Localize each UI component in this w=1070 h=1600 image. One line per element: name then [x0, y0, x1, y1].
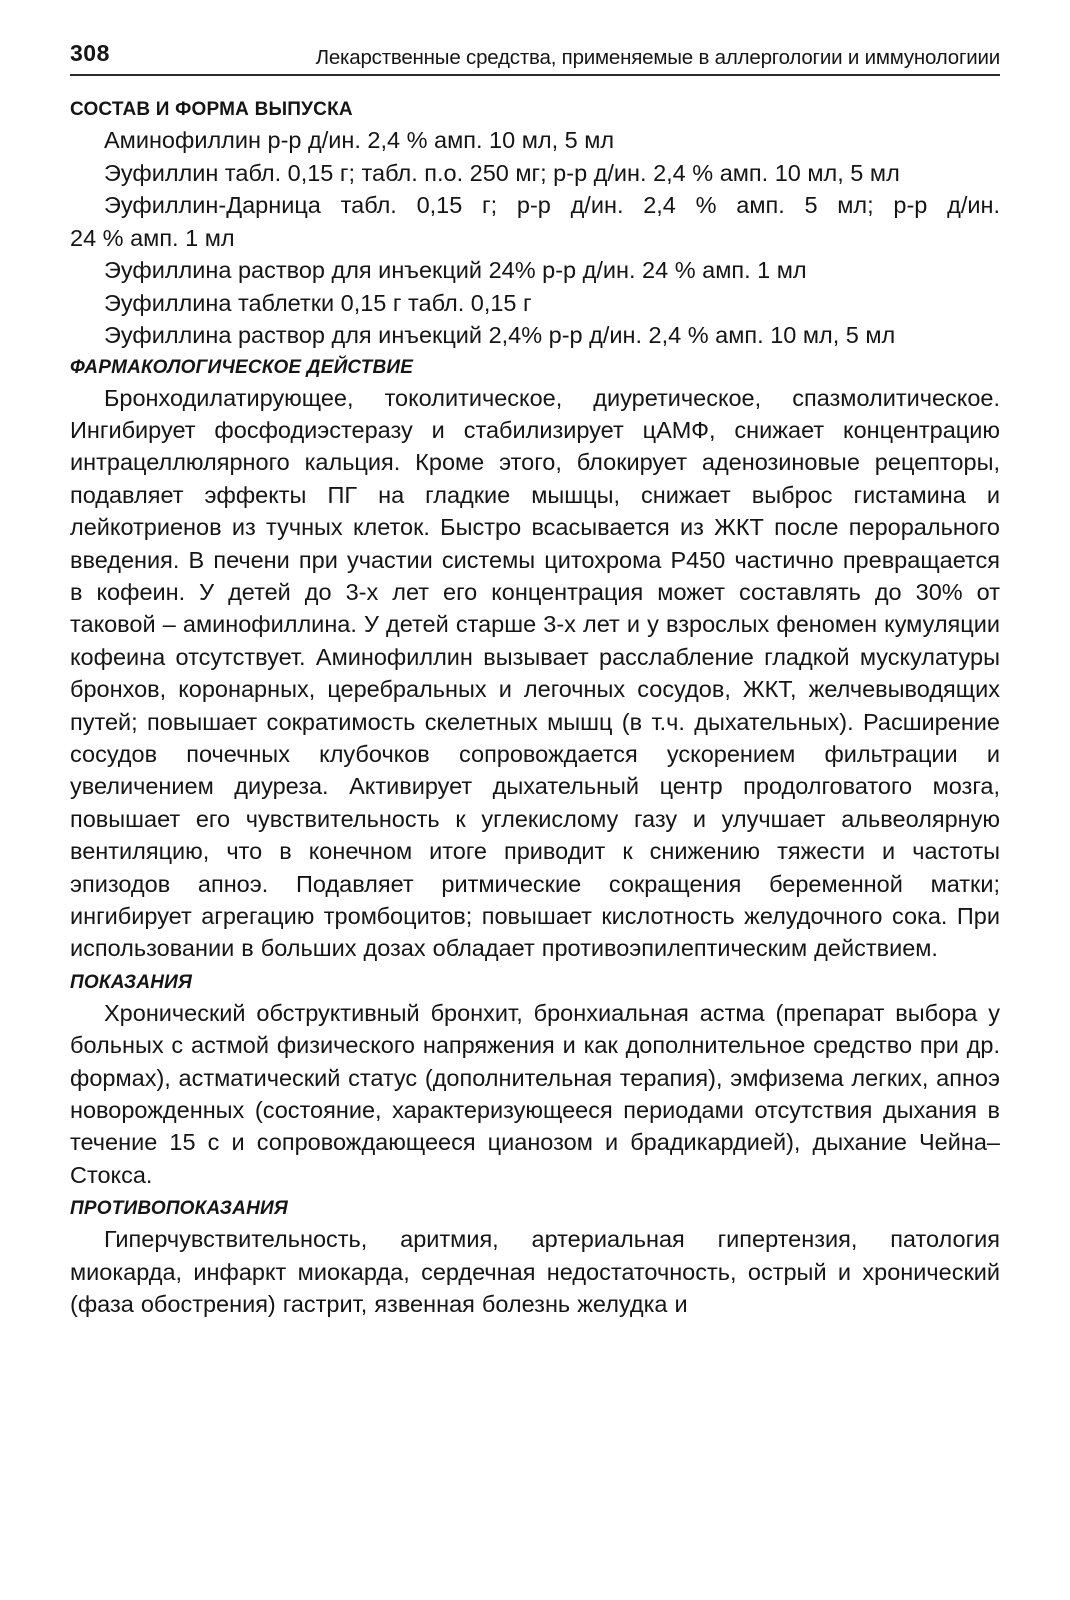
form-line: Эуфиллина раствор для инъекций 24% р-р д/ин. 24 % амп. 1 мл — [104, 257, 807, 283]
section-contraindications — [70, 1195, 1000, 1320]
running-title: Лекарственные средства, применяемые в аллергологии и иммунологиии — [315, 46, 1000, 69]
form-line: Эуфиллин-Дарница табл. 0,15 г; р-р д/ин. 2,4 % амп. 5 мл; р-р д/ин. — [104, 192, 1000, 218]
pharmacology-paragraph: Бронходилатирующее, токолитическое, диуретическое, спазмолитическое. Ингибирует фосфодиэстеразу и стабилизирует цАМФ, снижает концентрацию интрацеллюлярного кальция. Кроме этого, блокирует аденозиновые рецепторы, подавляет эффекты ПГ на гладкие мышцы, снижает выброс гистамина и лейкотриенов из тучных клеток. Быстро всасывается из ЖКТ после перорального введения. В печени при участии системы цитохрома Р450 частично превращается в кофеин. У детей до 3-х лет его концентрация может составлять до 30% от таковой – аминофиллина. У детей старше 3-х лет и у взрослых феномен кумуляции кофеина отсутствует. Аминофиллин вызывает расслабление гладкой мускулатуры бронхов, коронарных, церебральных и легочных сосудов, ЖКТ, желчевыводящих путей; повышает сократимость скелетных мышц (в т.ч. дыхательных). Расширение сосудов почечных клубочков сопровождается ускорением фильтрации и увеличением диуреза. Активирует дыхательный центр продолговатого мозга, повышает его чувствительность к углекислому газу и улучшает альвеолярную вентиляцию, что в конечном итоге приводит к снижению тяжести и частоты эпизодов апноэ. Подавляет ритмические сокращения беременной матки; ингибирует агрегацию тромбоцитов; повышает кислотность желудочного сока. При использовании в больших дозах обладает противоэпилептическим действием. — [70, 384, 1000, 962]
section-heading-composition: СОСТАВ И ФОРМА ВЫПУСКА — [70, 99, 353, 120]
section-heading-pharmacology: ФАРМАКОЛОГИЧЕСКОЕ ДЕЙСТВИЕ — [70, 356, 414, 378]
section-pharmacology — [70, 354, 1000, 965]
indications-paragraph: Хронический обструктивный бронхит, бронхиальная астма (препарат выбора у больных с астмой физического напряжения и как дополнительное средство при др. формах), астматический статус (дополнительная терапия), эмфизема легких, апноэ новорожденных (состояние, характеризующееся периодами отсутствия дыхания в течение 15 с и сопровождающееся цианозом и брадикардией), дыхание Чейна–Стокса. — [70, 999, 1000, 1188]
section-indications — [70, 969, 1000, 1191]
form-line: 24 % амп. 1 мл — [70, 224, 235, 251]
form-line: Эуфиллина таблетки 0,15 г табл. 0,15 г — [104, 289, 532, 316]
section-composition — [70, 96, 1000, 352]
contraindications-paragraph: Гиперчувствительность, аритмия, артериальная гипертензия, патология миокарда, инфаркт миокарда, сердечная недостаточность, острый и хронический (фаза обострения) гастрит, язвенная болезнь желудка и — [70, 1226, 1000, 1318]
section-heading-contraindications: ПРОТИВОПОКАЗАНИЯ — [70, 1198, 288, 1220]
form-line: Эуфиллин табл. 0,15 г; табл. п.о. 250 мг; р-р д/ин. 2,4 % амп. 10 мл, 5 мл — [104, 159, 900, 186]
page-number: 308 — [70, 40, 110, 66]
form-line: Аминофиллин р-р д/ин. 2,4 % амп. 10 мл, 5 мл — [104, 127, 615, 153]
form-line: Эуфиллина раствор для инъекций 2,4% р-р д/ин. 2,4 % амп. 10 мл, 5 мл — [104, 322, 896, 348]
section-heading-indications: ПОКАЗАНИЯ — [70, 971, 193, 993]
page-header — [70, 40, 1000, 76]
page-content — [70, 96, 1000, 1324]
